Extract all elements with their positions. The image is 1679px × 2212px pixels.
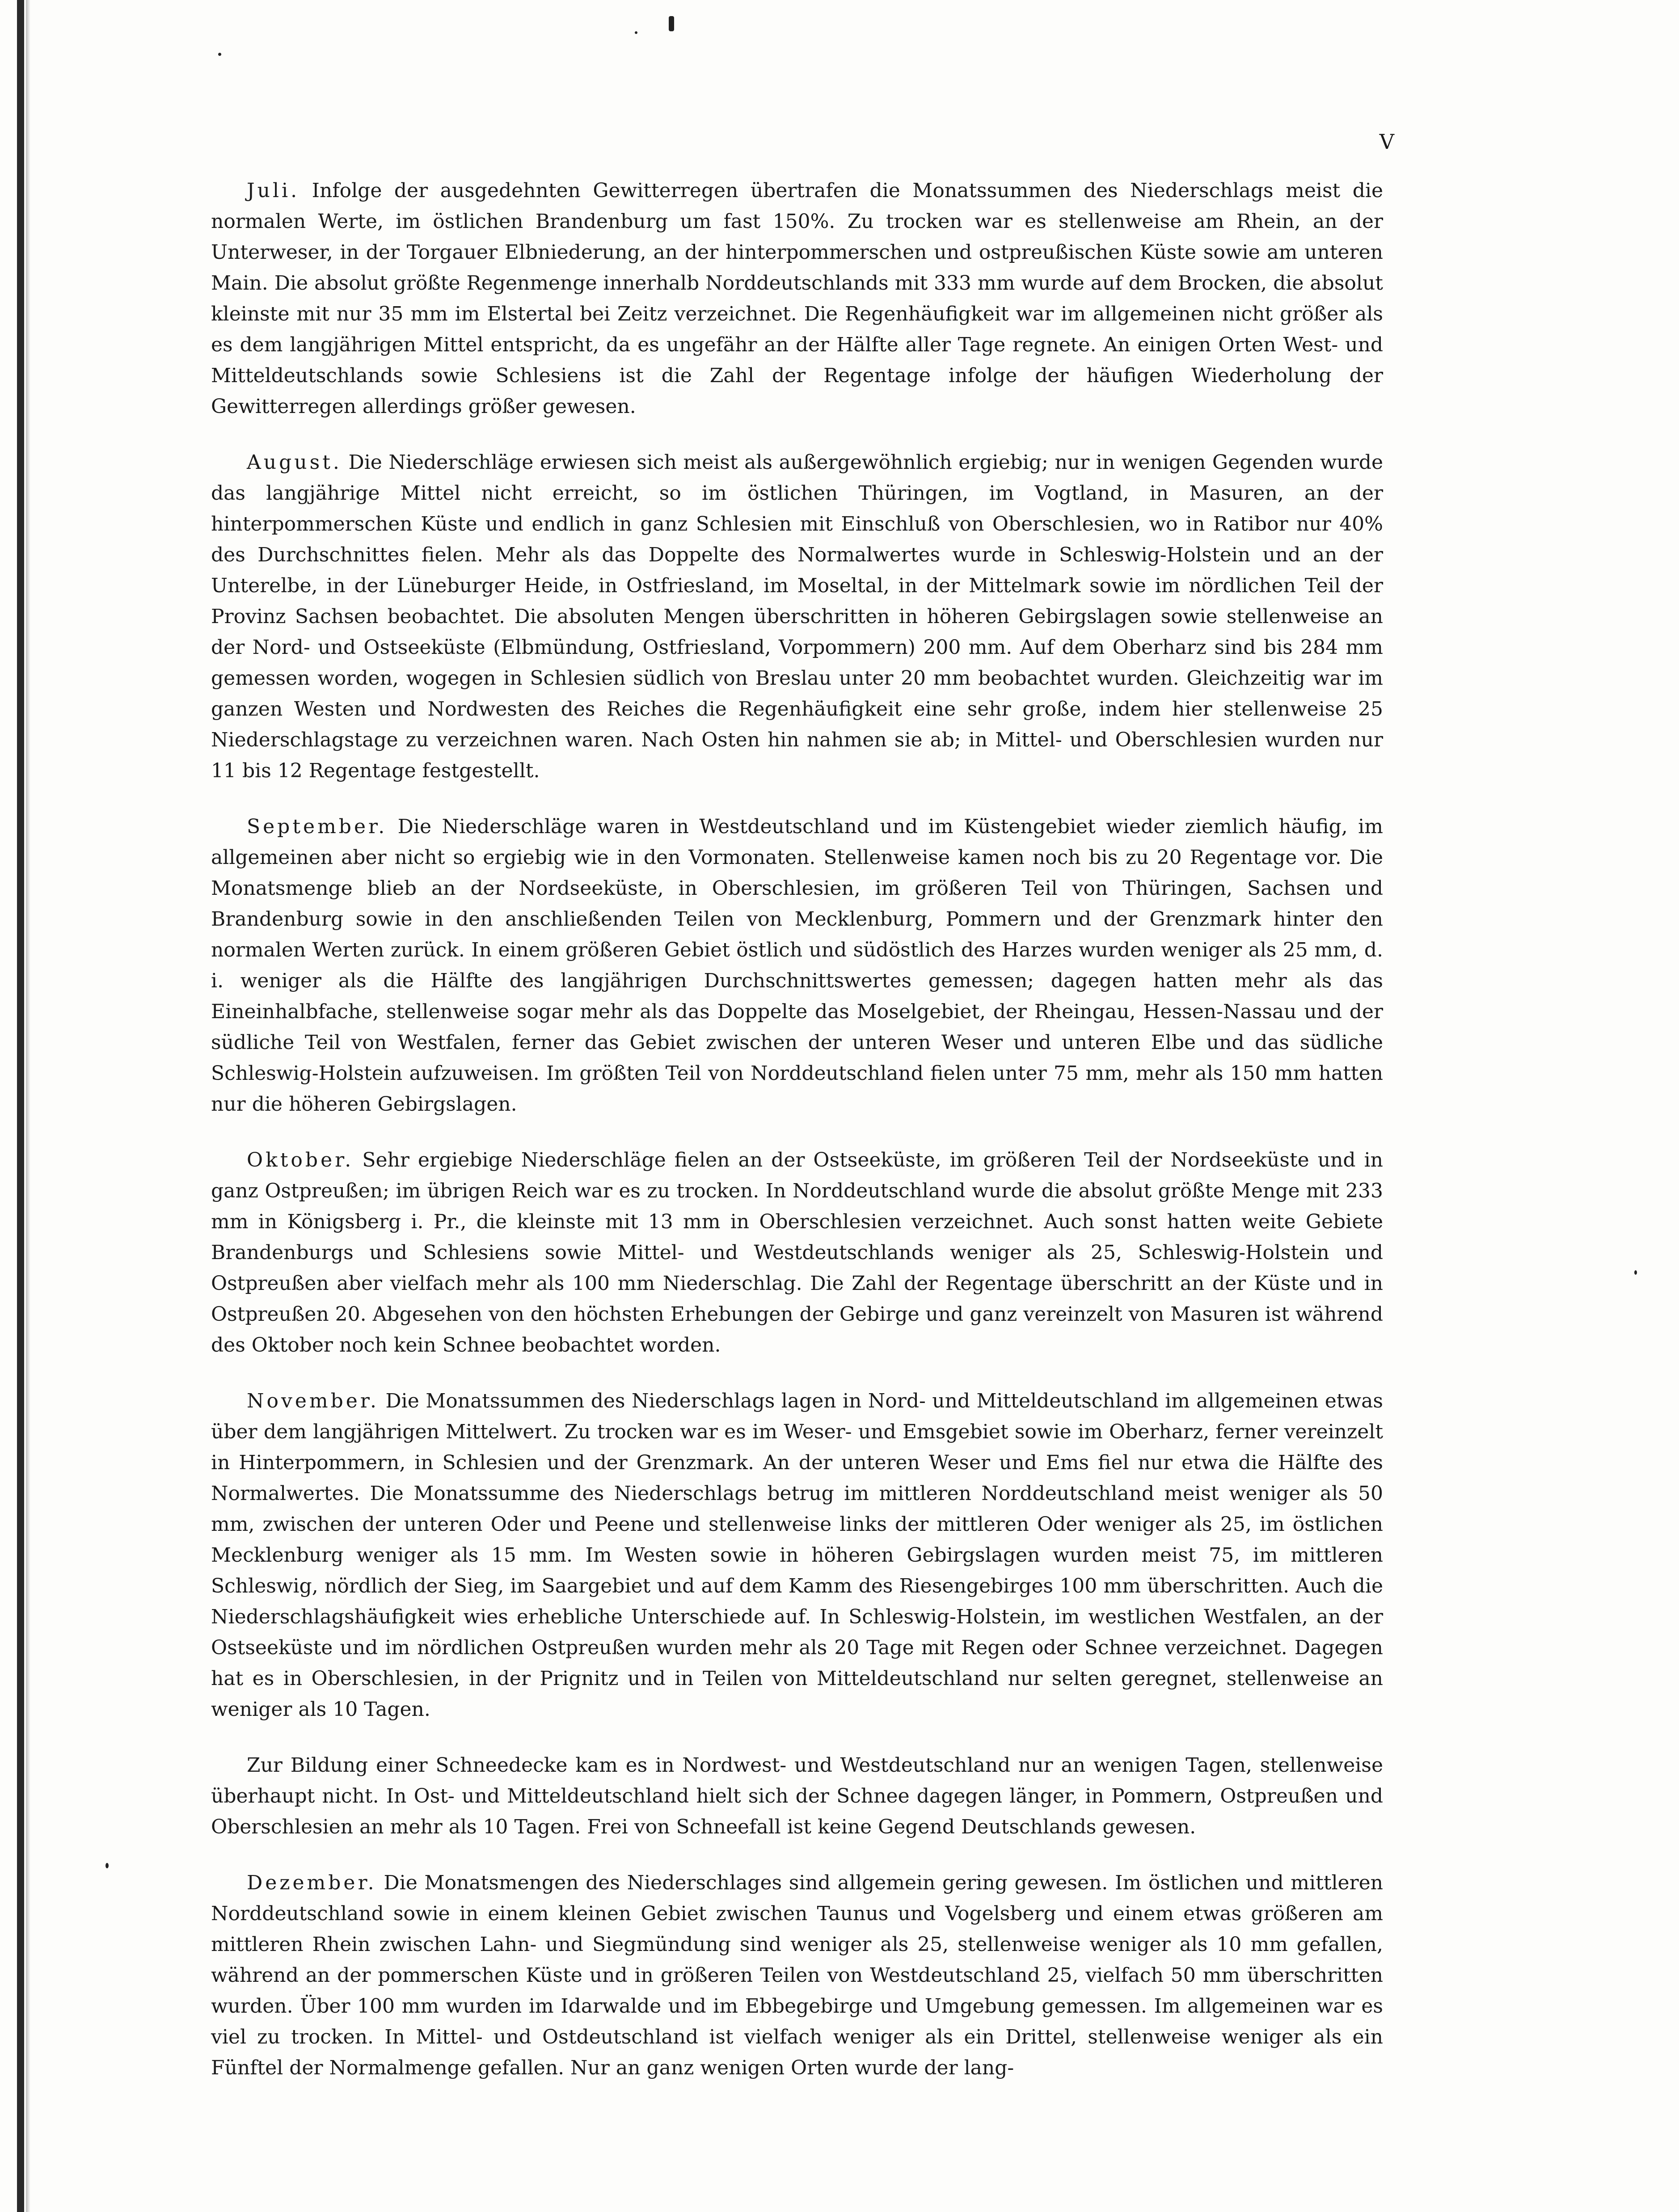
- scan-speck: [105, 1863, 109, 1868]
- scan-speck: [218, 53, 221, 56]
- paragraph-juli: [211, 175, 1383, 422]
- month-heading-juli: Juli.: [247, 179, 300, 202]
- paragraph-august: [211, 447, 1383, 786]
- paragraph-text: Zur Bildung einer Schneedecke kam es in Nordwest- und Westdeutschland nur an wenigen Tagen, stellenweise überhaupt nicht. In Ost- und Mitteldeutschland hielt sich der Schnee dagegen länger, in Pommern, Ostpreußen und Oberschlesien an mehr als 10 Tagen. Frei von Schneefall ist keine Gegend Deutschlands gewesen.: [211, 1754, 1383, 1838]
- month-heading-september: September.: [247, 815, 388, 838]
- paragraph-text: Die Monatsmengen des Niederschlages sind allgemein gering gewesen. Im östlichen und mittleren Norddeutschland sowie in einem kleinen Gebiet zwischen Taunus und Vogelsberg und einem etwas größeren am mittleren Rhein zwischen Lahn- und Siegmündung sind weniger als 25, stellenweise weniger als 10 mm gefallen, während an der pommerschen Küste und in größeren Teilen von Westdeutschland 25, vielfach 50 mm überschritten wurden. Über 100 mm wurden im Idarwalde und im Ebbegebirge und Umgebung gemessen. Im allgemeinen war es viel zu trocken. In Mittel- und Ostdeutschland ist vielfach weniger als ein Drittel, stellenweise weniger als ein Fünftel der Normalmenge gefallen. Nur an ganz wenigen Orten wurde der lang-: [211, 1871, 1383, 2079]
- paragraph-text: Die Niederschläge waren in Westdeutschland und im Küstengebiet wieder ziemlich häufig, im allgemeinen aber nicht so ergiebig wie in den Vormonaten. Stellenweise kamen noch bis zu 20 Regentage vor. Die Monatsmenge blieb an der Nordseeküste, in Oberschlesien, im größeren Teil von Thüringen, Sachsen und Brandenburg sowie in den anschließenden Teilen von Mecklenburg, Pommern und der Grenzmark hinter den normalen Werten zurück. In einem größeren Gebiet östlich und südöstlich des Harzes wurden weniger als 25 mm, d. i. weniger als die Hälfte des langjährigen Durchschnittswertes gemessen; dagegen hatten mehr als das Eineinhalbfache, stellenweise sogar mehr als das Doppelte das Moselgebiet, der Rheingau, Hessen-Nassau und der südliche Teil von Westfalen, ferner das Gebiet zwischen der unteren Weser und unteren Elbe und das südliche Schleswig-Holstein aufzuweisen. Im größten Teil von Norddeutschland fielen unter 75 mm, mehr als 150 mm hatten nur die höheren Gebirgslagen.: [211, 815, 1383, 1116]
- scan-speck: [669, 16, 674, 31]
- body-text: [211, 175, 1383, 2108]
- paragraph-text: Sehr ergiebige Niederschläge fielen an der Ostseeküste, im größeren Teil der Nordseeküste und in ganz Ostpreußen; im übrigen Reich war es zu trocken. In Norddeutschland wurde die absolut größte Menge mit 233 mm in Königsberg i. Pr., die kleinste mit 13 mm in Oberschlesien verzeichnet. Auch sonst hatten weite Gebiete Brandenburgs und Schlesiens sowie Mittel- und Westdeutschlands weniger als 25, Schleswig-Holstein und Ostpreußen aber vielfach mehr als 100 mm Niederschlag. Die Zahl der Regentage überschritt an der Küste und in Ostpreußen 20. Abgesehen von den höchsten Erhebungen der Gebirge und ganz vereinzelt von Masuren ist während des Oktober noch kein Schnee beobachtet worden.: [211, 1149, 1383, 1357]
- paragraph-oktober: [211, 1145, 1383, 1361]
- binding-shadow: [26, 0, 30, 2212]
- binding-edge: [17, 0, 24, 2212]
- month-heading-november: November.: [247, 1390, 379, 1412]
- paragraph-text: Infolge der ausgedehnten Gewitterregen übertrafen die Monatssummen des Niederschlags meist die normalen Werte, im östlichen Brandenburg um fast 150%. Zu trocken war es stellenweise am Rhein, an der Unterweser, in der Torgauer Elbniederung, an der hinterpommerschen und ostpreußischen Küste sowie am unteren Main. Die absolut größte Regenmenge innerhalb Norddeutschlands mit 333 mm wurde auf dem Brocken, die absolut kleinste mit nur 35 mm im Elstertal bei Zeitz verzeichnet. Die Regenhäufigkeit war im allgemeinen nicht größer als es dem langjährigen Mittel entspricht, da es ungefähr an der Hälfte aller Tage regnete. An einigen Orten West- und Mitteldeutschlands sowie Schlesiens ist die Zahl der Regentage infolge der häufigen Wiederholung der Gewitterregen allerdings größer gewesen.: [211, 179, 1383, 418]
- paragraph-dezember: [211, 1867, 1383, 2083]
- page-number: V: [1379, 130, 1395, 154]
- month-heading-august: August.: [247, 451, 342, 474]
- scan-speck: [635, 31, 637, 34]
- scan-speck: [1634, 1270, 1637, 1275]
- paragraph-text: Die Monatssummen des Niederschlags lagen in Nord- und Mitteldeutschland im allgemeinen etwas über dem langjährigen Mittelwert. Zu trocken war es im Weser- und Emsgebiet sowie im Oberharz, ferner vereinzelt in Hinterpommern, in Schlesien und der Grenzmark. An der unteren Weser und Ems fiel nur etwa die Hälfte des Normalwertes. Die Monatssumme des Niederschlags betrug im mittleren Norddeutschland meist weniger als 50 mm, zwischen der unteren Oder und Peene und stellenweise links der mittleren Oder weniger als 25, im östlichen Mecklenburg weniger als 15 mm. Im Westen sowie in höheren Gebirgslagen wurden meist 75, im mittleren Schleswig, nördlich der Sieg, im Saargebiet und auf dem Kamm des Riesengebirges 100 mm überschritten. Auch die Niederschlagshäufigkeit wies erhebliche Unterschiede auf. In Schleswig-Holstein, im westlichen Westfalen, an der Ostseeküste und im nördlichen Ostpreußen wurden mehr als 20 Tage mit Regen oder Schnee verzeichnet. Dagegen hat es in Oberschlesien, in der Prignitz und in Teilen von Mitteldeutschland nur selten geregnet, stellenweise an weniger als 10 Tagen.: [211, 1390, 1383, 1721]
- paragraph-september: [211, 811, 1383, 1120]
- paragraph-november: [211, 1386, 1383, 1725]
- month-heading-oktober: Oktober.: [247, 1149, 354, 1171]
- month-heading-dezember: Dezember.: [247, 1871, 377, 1894]
- paragraph-text: Die Niederschläge erwiesen sich meist als außergewöhnlich ergiebig; nur in wenigen Gegenden wurde das langjährige Mittel nicht erreicht, so im östlichen Thüringen, im Vogtland, in Masuren, an der hinterpommerschen Küste und endlich in ganz Schlesien mit Einschluß von Oberschlesien, wo in Ratibor nur 40% des Durchschnittes fielen. Mehr als das Doppelte des Normalwertes wurde in Schleswig-Holstein und an der Unterelbe, in der Lüneburger Heide, in Ostfriesland, im Moseltal, in der Mittelmark sowie im nördlichen Teil der Provinz Sachsen beobachtet. Die absoluten Mengen überschritten in höheren Gebirgslagen sowie stellenweise an der Nord- und Ostseeküste (Elbmündung, Ostfriesland, Vorpommern) 200 mm. Auf dem Oberharz sind bis 284 mm gemessen worden, wogegen in Schlesien südlich von Breslau unter 20 mm beobachtet wurden. Gleichzeitig war im ganzen Westen und Nordwesten des Reiches die Regenhäufigkeit eine sehr große, indem hier stellenweise 25 Niederschlagstage zu verzeichnen waren. Nach Osten hin nahmen sie ab; in Mittel- und Oberschlesien wurden nur 11 bis 12 Regentage festgestellt.: [211, 451, 1383, 782]
- paragraph-schneedecke: [211, 1750, 1383, 1842]
